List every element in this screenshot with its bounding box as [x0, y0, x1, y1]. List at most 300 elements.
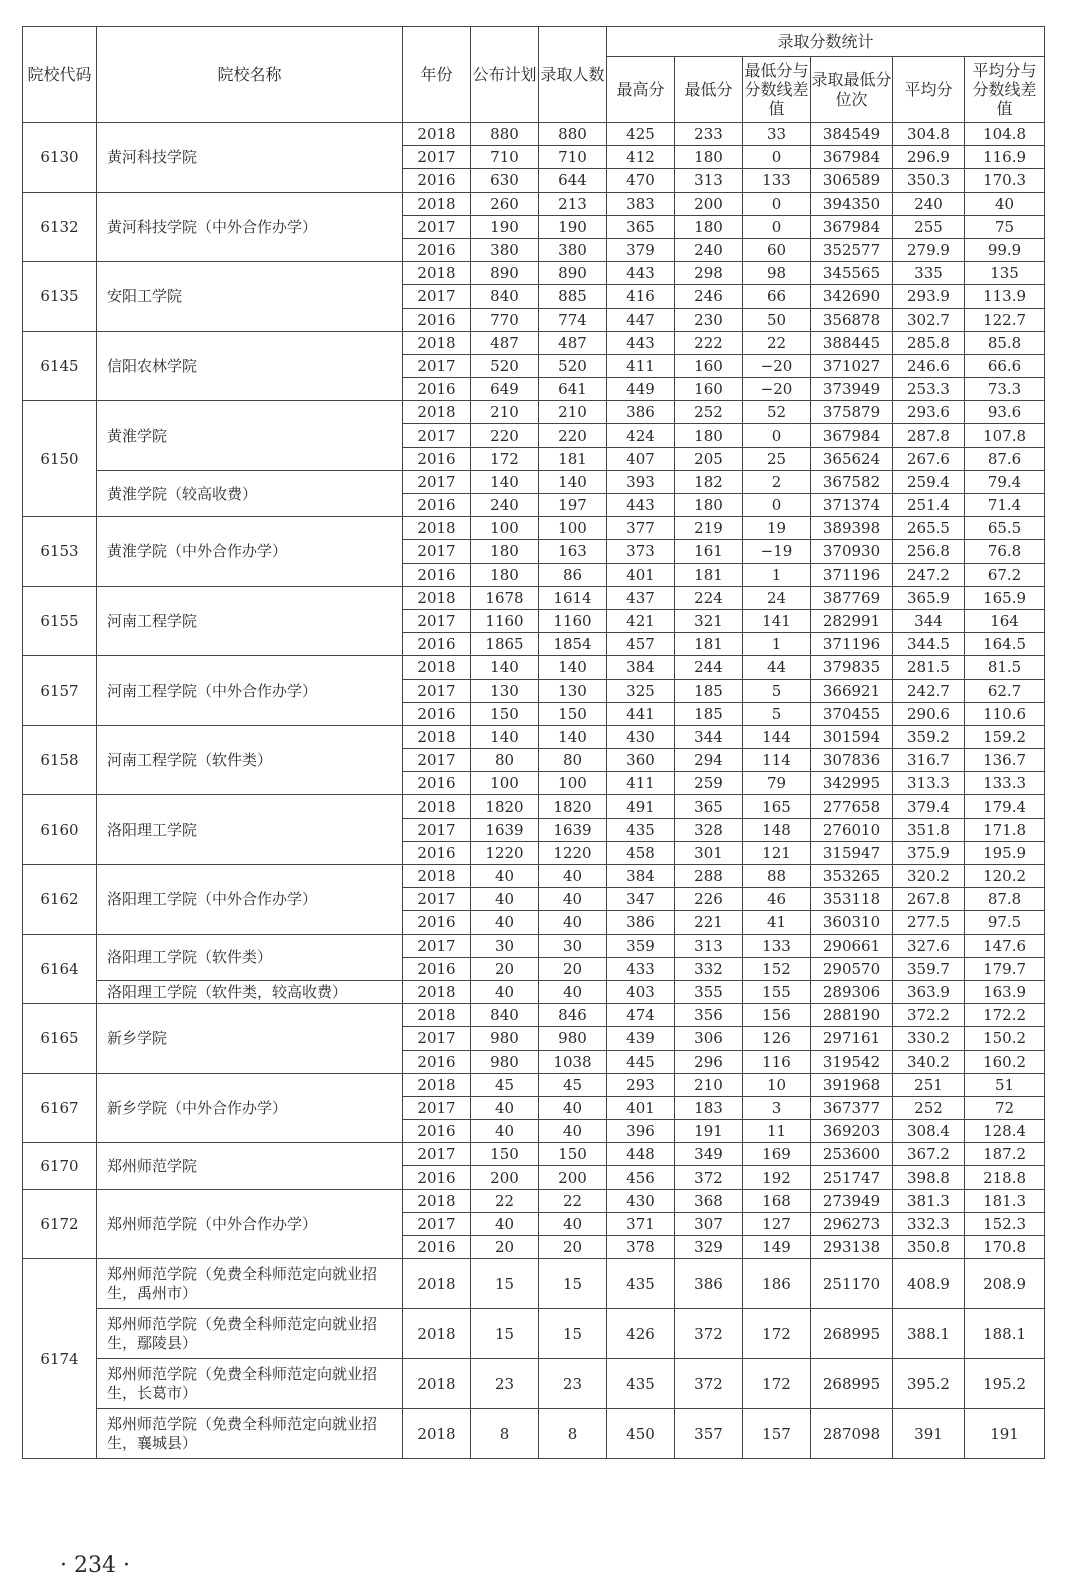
min-diff-cell: 2: [743, 470, 811, 493]
avg-score-cell: 379.4: [893, 795, 965, 818]
min-score-cell: 240: [675, 238, 743, 261]
avg-score-cell: 372.2: [893, 1004, 965, 1027]
max-score-cell: 474: [607, 1004, 675, 1027]
max-score-cell: 396: [607, 1120, 675, 1143]
table-row: [23, 517, 1045, 540]
table-row: [23, 192, 1045, 215]
min-score-cell: 191: [675, 1120, 743, 1143]
min-rank-cell: 251170: [811, 1259, 893, 1309]
min-rank-cell: 367582: [811, 470, 893, 493]
school-name-cell: 郑州师范学院（免费全科师范定向就业招生，长葛市）: [97, 1359, 403, 1409]
min-rank-cell: 371196: [811, 633, 893, 656]
avg-diff-cell: 116.9: [965, 146, 1045, 169]
admitted-cell: 40: [539, 865, 607, 888]
avg-score-cell: 256.8: [893, 540, 965, 563]
plan-cell: 40: [471, 1212, 539, 1235]
plan-cell: 140: [471, 656, 539, 679]
min-score-cell: 368: [675, 1189, 743, 1212]
plan-cell: 23: [471, 1359, 539, 1409]
plan-cell: 80: [471, 749, 539, 772]
min-score-cell: 357: [675, 1409, 743, 1459]
max-score-cell: 445: [607, 1050, 675, 1073]
avg-score-cell: 240: [893, 192, 965, 215]
min-score-cell: 233: [675, 123, 743, 146]
min-diff-cell: −20: [743, 354, 811, 377]
school-name-cell: 信阳农林学院: [97, 331, 403, 401]
min-diff-cell: 144: [743, 725, 811, 748]
school-code-cell: 6172: [23, 1189, 97, 1259]
min-diff-cell: 44: [743, 656, 811, 679]
admission-score-table: [22, 26, 1045, 1459]
admitted-cell: 980: [539, 1027, 607, 1050]
table-row: [23, 934, 1045, 957]
school-code-cell: 6164: [23, 934, 97, 1004]
plan-cell: 1678: [471, 586, 539, 609]
year-cell: 2017: [403, 1143, 471, 1166]
max-score-cell: 450: [607, 1409, 675, 1459]
avg-diff-cell: 159.2: [965, 725, 1045, 748]
admitted-cell: 150: [539, 1143, 607, 1166]
min-score-cell: 224: [675, 586, 743, 609]
min-diff-cell: 156: [743, 1004, 811, 1027]
min-rank-cell: 276010: [811, 818, 893, 841]
avg-diff-cell: 40: [965, 192, 1045, 215]
plan-cell: 880: [471, 123, 539, 146]
year-cell: 2016: [403, 957, 471, 980]
admitted-cell: 45: [539, 1073, 607, 1096]
avg-score-cell: 287.8: [893, 424, 965, 447]
admitted-cell: 22: [539, 1189, 607, 1212]
min-score-cell: 180: [675, 215, 743, 238]
min-diff-cell: 169: [743, 1143, 811, 1166]
avg-score-cell: 344.5: [893, 633, 965, 656]
plan-cell: 890: [471, 262, 539, 285]
avg-diff-cell: 191: [965, 1409, 1045, 1459]
avg-score-cell: 252: [893, 1096, 965, 1119]
plan-cell: 100: [471, 772, 539, 795]
min-score-cell: 328: [675, 818, 743, 841]
min-rank-cell: 367984: [811, 146, 893, 169]
plan-cell: 1820: [471, 795, 539, 818]
min-rank-cell: 290661: [811, 934, 893, 957]
min-score-cell: 329: [675, 1236, 743, 1259]
table-row: [23, 1189, 1045, 1212]
admitted-cell: 890: [539, 262, 607, 285]
max-score-cell: 448: [607, 1143, 675, 1166]
school-name-cell: 黄河科技学院（中外合作办学）: [97, 192, 403, 262]
max-score-cell: 430: [607, 1189, 675, 1212]
min-rank-cell: 366921: [811, 679, 893, 702]
school-code-cell: 6170: [23, 1143, 97, 1189]
min-diff-cell: 22: [743, 331, 811, 354]
year-cell: 2016: [403, 633, 471, 656]
table-row: [23, 865, 1045, 888]
table-row: [23, 331, 1045, 354]
school-name-cell: 黄河科技学院: [97, 123, 403, 193]
avg-score-cell: 259.4: [893, 470, 965, 493]
min-diff-cell: 133: [743, 934, 811, 957]
max-score-cell: 424: [607, 424, 675, 447]
admitted-cell: 1160: [539, 609, 607, 632]
min-diff-cell: 172: [743, 1359, 811, 1409]
avg-diff-cell: 67.2: [965, 563, 1045, 586]
year-cell: 2018: [403, 586, 471, 609]
avg-score-cell: 255: [893, 215, 965, 238]
avg-diff-cell: 218.8: [965, 1166, 1045, 1189]
admitted-cell: 163: [539, 540, 607, 563]
min-rank-cell: 371196: [811, 563, 893, 586]
avg-diff-cell: 195.9: [965, 841, 1045, 864]
school-code-cell: 6162: [23, 865, 97, 935]
table-row: [23, 656, 1045, 679]
avg-diff-cell: 104.8: [965, 123, 1045, 146]
max-score-cell: 379: [607, 238, 675, 261]
school-code-cell: 6155: [23, 586, 97, 656]
school-name-cell: 郑州师范学院（免费全科师范定向就业招生，禹州市）: [97, 1259, 403, 1309]
max-score-cell: 443: [607, 494, 675, 517]
admitted-cell: 40: [539, 980, 607, 1003]
year-cell: 2017: [403, 1027, 471, 1050]
min-rank-cell: 394350: [811, 192, 893, 215]
avg-diff-cell: 136.7: [965, 749, 1045, 772]
avg-diff-cell: 208.9: [965, 1259, 1045, 1309]
max-score-cell: 384: [607, 865, 675, 888]
plan-cell: 8: [471, 1409, 539, 1459]
min-score-cell: 356: [675, 1004, 743, 1027]
min-diff-cell: 155: [743, 980, 811, 1003]
avg-score-cell: 253.3: [893, 378, 965, 401]
admitted-cell: 100: [539, 517, 607, 540]
school-name-cell: 洛阳理工学院（软件类，较高收费）: [97, 980, 403, 1003]
year-cell: 2018: [403, 1409, 471, 1459]
avg-diff-cell: 150.2: [965, 1027, 1045, 1050]
min-score-cell: 226: [675, 888, 743, 911]
min-score-cell: 244: [675, 656, 743, 679]
min-score-cell: 219: [675, 517, 743, 540]
plan-cell: 1865: [471, 633, 539, 656]
admitted-cell: 86: [539, 563, 607, 586]
avg-score-cell: 293.6: [893, 401, 965, 424]
min-rank-cell: 319542: [811, 1050, 893, 1073]
min-rank-cell: 370930: [811, 540, 893, 563]
year-cell: 2018: [403, 1359, 471, 1409]
min-diff-cell: 116: [743, 1050, 811, 1073]
year-cell: 2017: [403, 1212, 471, 1235]
plan-cell: 20: [471, 957, 539, 980]
max-score-cell: 430: [607, 725, 675, 748]
plan-cell: 980: [471, 1027, 539, 1050]
year-cell: 2018: [403, 517, 471, 540]
school-name-cell: 郑州师范学院: [97, 1143, 403, 1189]
table-row: [23, 1359, 1045, 1409]
table-row: [23, 1143, 1045, 1166]
avg-score-cell: 242.7: [893, 679, 965, 702]
plan-cell: 710: [471, 146, 539, 169]
school-code-cell: 6174: [23, 1259, 97, 1459]
avg-score-cell: 381.3: [893, 1189, 965, 1212]
avg-diff-cell: 160.2: [965, 1050, 1045, 1073]
min-score-cell: 306: [675, 1027, 743, 1050]
min-score-cell: 307: [675, 1212, 743, 1235]
year-cell: 2018: [403, 123, 471, 146]
avg-diff-cell: 76.8: [965, 540, 1045, 563]
school-code-cell: 6158: [23, 725, 97, 795]
min-score-cell: 185: [675, 702, 743, 725]
min-rank-cell: 290570: [811, 957, 893, 980]
admitted-cell: 487: [539, 331, 607, 354]
min-rank-cell: 251747: [811, 1166, 893, 1189]
min-rank-cell: 367984: [811, 215, 893, 238]
min-score-cell: 180: [675, 146, 743, 169]
plan-cell: 630: [471, 169, 539, 192]
max-score-cell: 470: [607, 169, 675, 192]
plan-cell: 40: [471, 1096, 539, 1119]
admitted-cell: 380: [539, 238, 607, 261]
min-score-cell: 332: [675, 957, 743, 980]
plan-cell: 40: [471, 911, 539, 934]
avg-diff-cell: 79.4: [965, 470, 1045, 493]
admitted-cell: 150: [539, 702, 607, 725]
min-score-cell: 259: [675, 772, 743, 795]
avg-diff-cell: 128.4: [965, 1120, 1045, 1143]
year-cell: 2018: [403, 401, 471, 424]
year-cell: 2017: [403, 424, 471, 447]
header-avg-diff: 平均分与分数线差值: [965, 57, 1045, 123]
admitted-cell: 520: [539, 354, 607, 377]
min-score-cell: 294: [675, 749, 743, 772]
min-diff-cell: 133: [743, 169, 811, 192]
min-score-cell: 321: [675, 609, 743, 632]
avg-diff-cell: 73.3: [965, 378, 1045, 401]
min-rank-cell: 253600: [811, 1143, 893, 1166]
min-score-cell: 313: [675, 169, 743, 192]
min-diff-cell: 148: [743, 818, 811, 841]
plan-cell: 1220: [471, 841, 539, 864]
min-score-cell: 372: [675, 1359, 743, 1409]
avg-diff-cell: 75: [965, 215, 1045, 238]
min-diff-cell: 11: [743, 1120, 811, 1143]
year-cell: 2016: [403, 1166, 471, 1189]
avg-score-cell: 395.2: [893, 1359, 965, 1409]
min-rank-cell: 342995: [811, 772, 893, 795]
avg-diff-cell: 99.9: [965, 238, 1045, 261]
admitted-cell: 213: [539, 192, 607, 215]
school-name-cell: 郑州师范学院（免费全科师范定向就业招生，鄢陵县）: [97, 1309, 403, 1359]
max-score-cell: 435: [607, 1359, 675, 1409]
min-score-cell: 180: [675, 494, 743, 517]
year-cell: 2017: [403, 934, 471, 957]
plan-cell: 150: [471, 1143, 539, 1166]
year-cell: 2017: [403, 818, 471, 841]
min-diff-cell: 79: [743, 772, 811, 795]
table-row: [23, 795, 1045, 818]
school-code-cell: 6132: [23, 192, 97, 262]
plan-cell: 200: [471, 1166, 539, 1189]
avg-score-cell: 251.4: [893, 494, 965, 517]
plan-cell: 380: [471, 238, 539, 261]
year-cell: 2018: [403, 1189, 471, 1212]
min-score-cell: 210: [675, 1073, 743, 1096]
avg-score-cell: 332.3: [893, 1212, 965, 1235]
min-score-cell: 288: [675, 865, 743, 888]
min-rank-cell: 388445: [811, 331, 893, 354]
table-row: [23, 1409, 1045, 1459]
min-score-cell: 185: [675, 679, 743, 702]
year-cell: 2018: [403, 980, 471, 1003]
avg-score-cell: 327.6: [893, 934, 965, 957]
min-rank-cell: 373949: [811, 378, 893, 401]
plan-cell: 180: [471, 563, 539, 586]
max-score-cell: 457: [607, 633, 675, 656]
max-score-cell: 386: [607, 401, 675, 424]
admitted-cell: 1220: [539, 841, 607, 864]
min-diff-cell: 0: [743, 215, 811, 238]
year-cell: 2018: [403, 1309, 471, 1359]
plan-cell: 840: [471, 285, 539, 308]
school-name-cell: 新乡学院: [97, 1004, 403, 1074]
min-score-cell: 221: [675, 911, 743, 934]
min-score-cell: 349: [675, 1143, 743, 1166]
school-code-cell: 6160: [23, 795, 97, 865]
admitted-cell: 880: [539, 123, 607, 146]
avg-diff-cell: 164: [965, 609, 1045, 632]
admitted-cell: 140: [539, 656, 607, 679]
avg-score-cell: 344: [893, 609, 965, 632]
min-rank-cell: 353265: [811, 865, 893, 888]
avg-score-cell: 367.2: [893, 1143, 965, 1166]
avg-diff-cell: 93.6: [965, 401, 1045, 424]
school-name-cell: 黄淮学院（较高收费）: [97, 470, 403, 516]
header-admitted: 录取人数: [539, 27, 607, 123]
admitted-cell: 40: [539, 911, 607, 934]
school-code-cell: 6135: [23, 262, 97, 332]
avg-diff-cell: 133.3: [965, 772, 1045, 795]
plan-cell: 520: [471, 354, 539, 377]
min-rank-cell: 369203: [811, 1120, 893, 1143]
min-rank-cell: 282991: [811, 609, 893, 632]
school-name-cell: 黄淮学院（中外合作办学）: [97, 517, 403, 587]
min-diff-cell: 46: [743, 888, 811, 911]
avg-score-cell: 350.3: [893, 169, 965, 192]
min-score-cell: 252: [675, 401, 743, 424]
min-rank-cell: 277658: [811, 795, 893, 818]
plan-cell: 20: [471, 1236, 539, 1259]
header-avg: 平均分: [893, 57, 965, 123]
min-score-cell: 160: [675, 378, 743, 401]
year-cell: 2018: [403, 192, 471, 215]
max-score-cell: 386: [607, 911, 675, 934]
year-cell: 2017: [403, 146, 471, 169]
year-cell: 2017: [403, 540, 471, 563]
year-cell: 2016: [403, 238, 471, 261]
year-cell: 2016: [403, 772, 471, 795]
admitted-cell: 140: [539, 725, 607, 748]
min-rank-cell: 371374: [811, 494, 893, 517]
avg-diff-cell: 66.6: [965, 354, 1045, 377]
avg-diff-cell: 165.9: [965, 586, 1045, 609]
min-rank-cell: 367984: [811, 424, 893, 447]
table-row: [23, 470, 1045, 493]
max-score-cell: 412: [607, 146, 675, 169]
min-diff-cell: 121: [743, 841, 811, 864]
avg-score-cell: 267.8: [893, 888, 965, 911]
max-score-cell: 439: [607, 1027, 675, 1050]
max-score-cell: 433: [607, 957, 675, 980]
year-cell: 2017: [403, 285, 471, 308]
avg-score-cell: 281.5: [893, 656, 965, 679]
avg-score-cell: 290.6: [893, 702, 965, 725]
max-score-cell: 449: [607, 378, 675, 401]
avg-diff-cell: 71.4: [965, 494, 1045, 517]
admitted-cell: 641: [539, 378, 607, 401]
avg-diff-cell: 51: [965, 1073, 1045, 1096]
school-name-cell: 郑州师范学院（免费全科师范定向就业招生，襄城县）: [97, 1409, 403, 1459]
table-row: [23, 401, 1045, 424]
plan-cell: 140: [471, 725, 539, 748]
avg-score-cell: 320.2: [893, 865, 965, 888]
avg-diff-cell: 147.6: [965, 934, 1045, 957]
admitted-cell: 200: [539, 1166, 607, 1189]
table-body: [23, 123, 1045, 1459]
plan-cell: 980: [471, 1050, 539, 1073]
admitted-cell: 1820: [539, 795, 607, 818]
school-name-cell: 河南工程学院（中外合作办学）: [97, 656, 403, 726]
min-rank-cell: 293138: [811, 1236, 893, 1259]
min-diff-cell: 126: [743, 1027, 811, 1050]
avg-score-cell: 296.9: [893, 146, 965, 169]
avg-diff-cell: 152.3: [965, 1212, 1045, 1235]
max-score-cell: 347: [607, 888, 675, 911]
min-score-cell: 365: [675, 795, 743, 818]
min-rank-cell: 389398: [811, 517, 893, 540]
year-cell: 2017: [403, 215, 471, 238]
min-diff-cell: 98: [743, 262, 811, 285]
min-diff-cell: 5: [743, 679, 811, 702]
school-name-cell: 郑州师范学院（中外合作办学）: [97, 1189, 403, 1259]
min-rank-cell: 287098: [811, 1409, 893, 1459]
min-score-cell: 296: [675, 1050, 743, 1073]
min-diff-cell: 50: [743, 308, 811, 331]
admitted-cell: 100: [539, 772, 607, 795]
avg-diff-cell: 110.6: [965, 702, 1045, 725]
admitted-cell: 710: [539, 146, 607, 169]
school-name-cell: 安阳工学院: [97, 262, 403, 332]
plan-cell: 260: [471, 192, 539, 215]
avg-diff-cell: 87.6: [965, 447, 1045, 470]
admitted-cell: 846: [539, 1004, 607, 1027]
min-rank-cell: 268995: [811, 1359, 893, 1409]
school-code-cell: 6157: [23, 656, 97, 726]
school-code-cell: 6130: [23, 123, 97, 193]
avg-diff-cell: 181.3: [965, 1189, 1045, 1212]
year-cell: 2017: [403, 888, 471, 911]
avg-score-cell: 304.8: [893, 123, 965, 146]
avg-diff-cell: 120.2: [965, 865, 1045, 888]
min-diff-cell: 0: [743, 424, 811, 447]
min-diff-cell: 127: [743, 1212, 811, 1235]
avg-score-cell: 277.5: [893, 911, 965, 934]
max-score-cell: 401: [607, 563, 675, 586]
avg-score-cell: 247.2: [893, 563, 965, 586]
plan-cell: 770: [471, 308, 539, 331]
max-score-cell: 365: [607, 215, 675, 238]
avg-score-cell: 251: [893, 1073, 965, 1096]
min-score-cell: 180: [675, 424, 743, 447]
min-rank-cell: 379835: [811, 656, 893, 679]
admitted-cell: 1639: [539, 818, 607, 841]
avg-score-cell: 285.8: [893, 331, 965, 354]
plan-cell: 100: [471, 517, 539, 540]
